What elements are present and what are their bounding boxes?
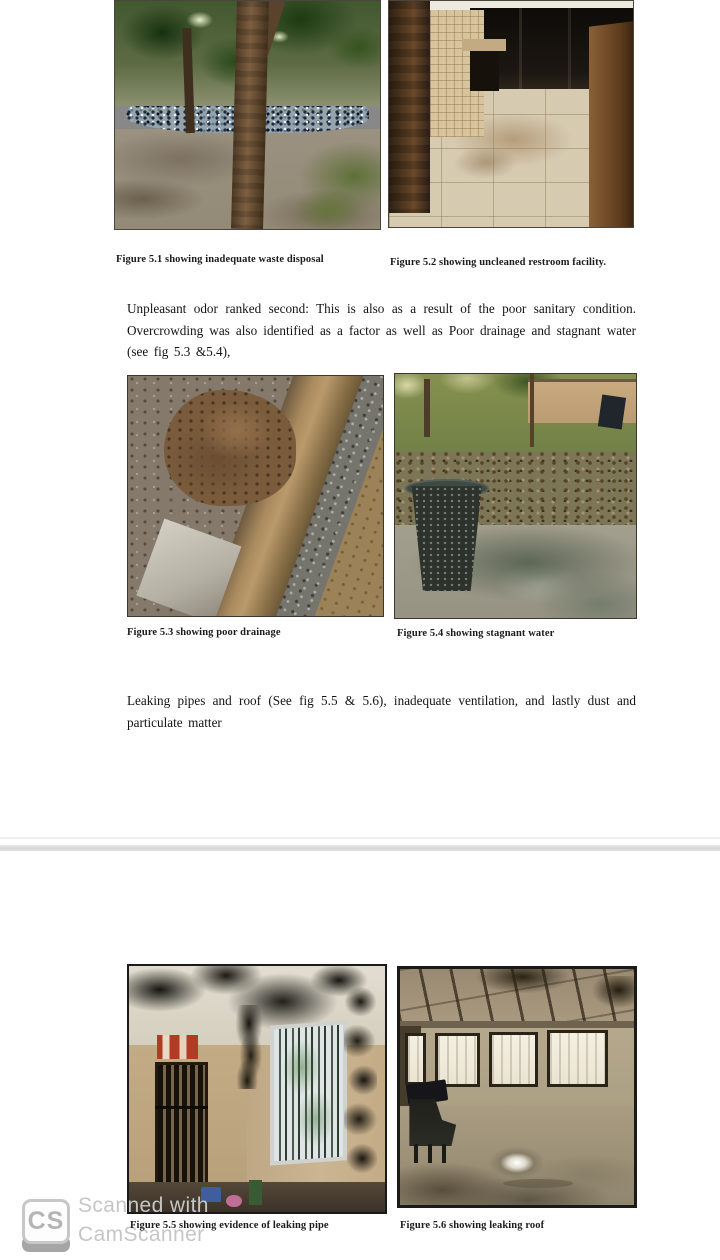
tree-trunk-left (424, 379, 430, 438)
red-wall-sign (157, 1035, 198, 1060)
silt-mound (164, 390, 297, 505)
window-3 (489, 1032, 538, 1087)
figure-5-3-photo (127, 375, 384, 617)
figure-5-1-caption: Figure 5.1 showing inadequate waste disposal (116, 254, 324, 265)
ceiling-hole (470, 969, 575, 995)
dark-object (598, 394, 626, 429)
page-break-shadow (0, 837, 720, 839)
pink-object (226, 1195, 241, 1207)
tree-trunk (231, 1, 269, 230)
figure-5-3-caption: Figure 5.3 showing poor drainage (127, 627, 281, 638)
body-paragraph-odor: Unpleasant odor ranked second: This is also as a result of the poor sanitary condition. Overcrowding was also identified as a factor as well as Poor drainage and stagnant water (see fig 5.3 &5.4), (127, 301, 636, 360)
page-break-line (0, 845, 720, 851)
barred-window (270, 1020, 347, 1166)
figure-5-2-photo (388, 0, 634, 228)
ceiling-hole-right (583, 976, 634, 1011)
figure-5-5-caption: Figure 5.5 showing evidence of leaking pipe (130, 1220, 329, 1231)
camscanner-logo-face: CS (22, 1199, 70, 1244)
grass-patch (295, 133, 380, 229)
mould-streak-corner (231, 1005, 267, 1089)
body-paragraph-leaks: Leaking pipes and roof (See fig 5.5 & 5.6), inadequate ventilation, and lastly dust and particulate matter (127, 693, 636, 730)
tree-trunk-center (530, 374, 534, 447)
figure-5-1-photo (114, 0, 381, 230)
window-1 (405, 1033, 426, 1085)
window-4 (547, 1030, 608, 1087)
figure-5-4-photo (394, 373, 637, 619)
camscanner-logo (22, 1199, 70, 1252)
ceiling-edge-beam (400, 1021, 634, 1028)
figure-5-4-caption: Figure 5.4 showing stagnant water (397, 628, 555, 639)
counter-ledge (462, 39, 506, 50)
mould-streak-edge (344, 986, 377, 1183)
green-object (249, 1180, 262, 1205)
watermark-scanned-with: Scanned with (78, 1194, 209, 1217)
wooden-door-right (589, 21, 633, 228)
watermark-camscanner: CamScanner (78, 1223, 205, 1246)
chair-legs (414, 1144, 451, 1163)
wooden-door-left (389, 1, 430, 213)
figure-5-6-photo (397, 966, 637, 1208)
figure-5-2-caption: Figure 5.2 showing uncleaned restroom facility. (390, 257, 607, 268)
figure-5-6-caption: Figure 5.6 showing leaking roof (400, 1220, 545, 1231)
barred-gate (155, 1062, 209, 1197)
dark-alcove (470, 51, 499, 92)
gate-crossbar (155, 1106, 209, 1109)
figure-5-5-photo (127, 964, 387, 1214)
